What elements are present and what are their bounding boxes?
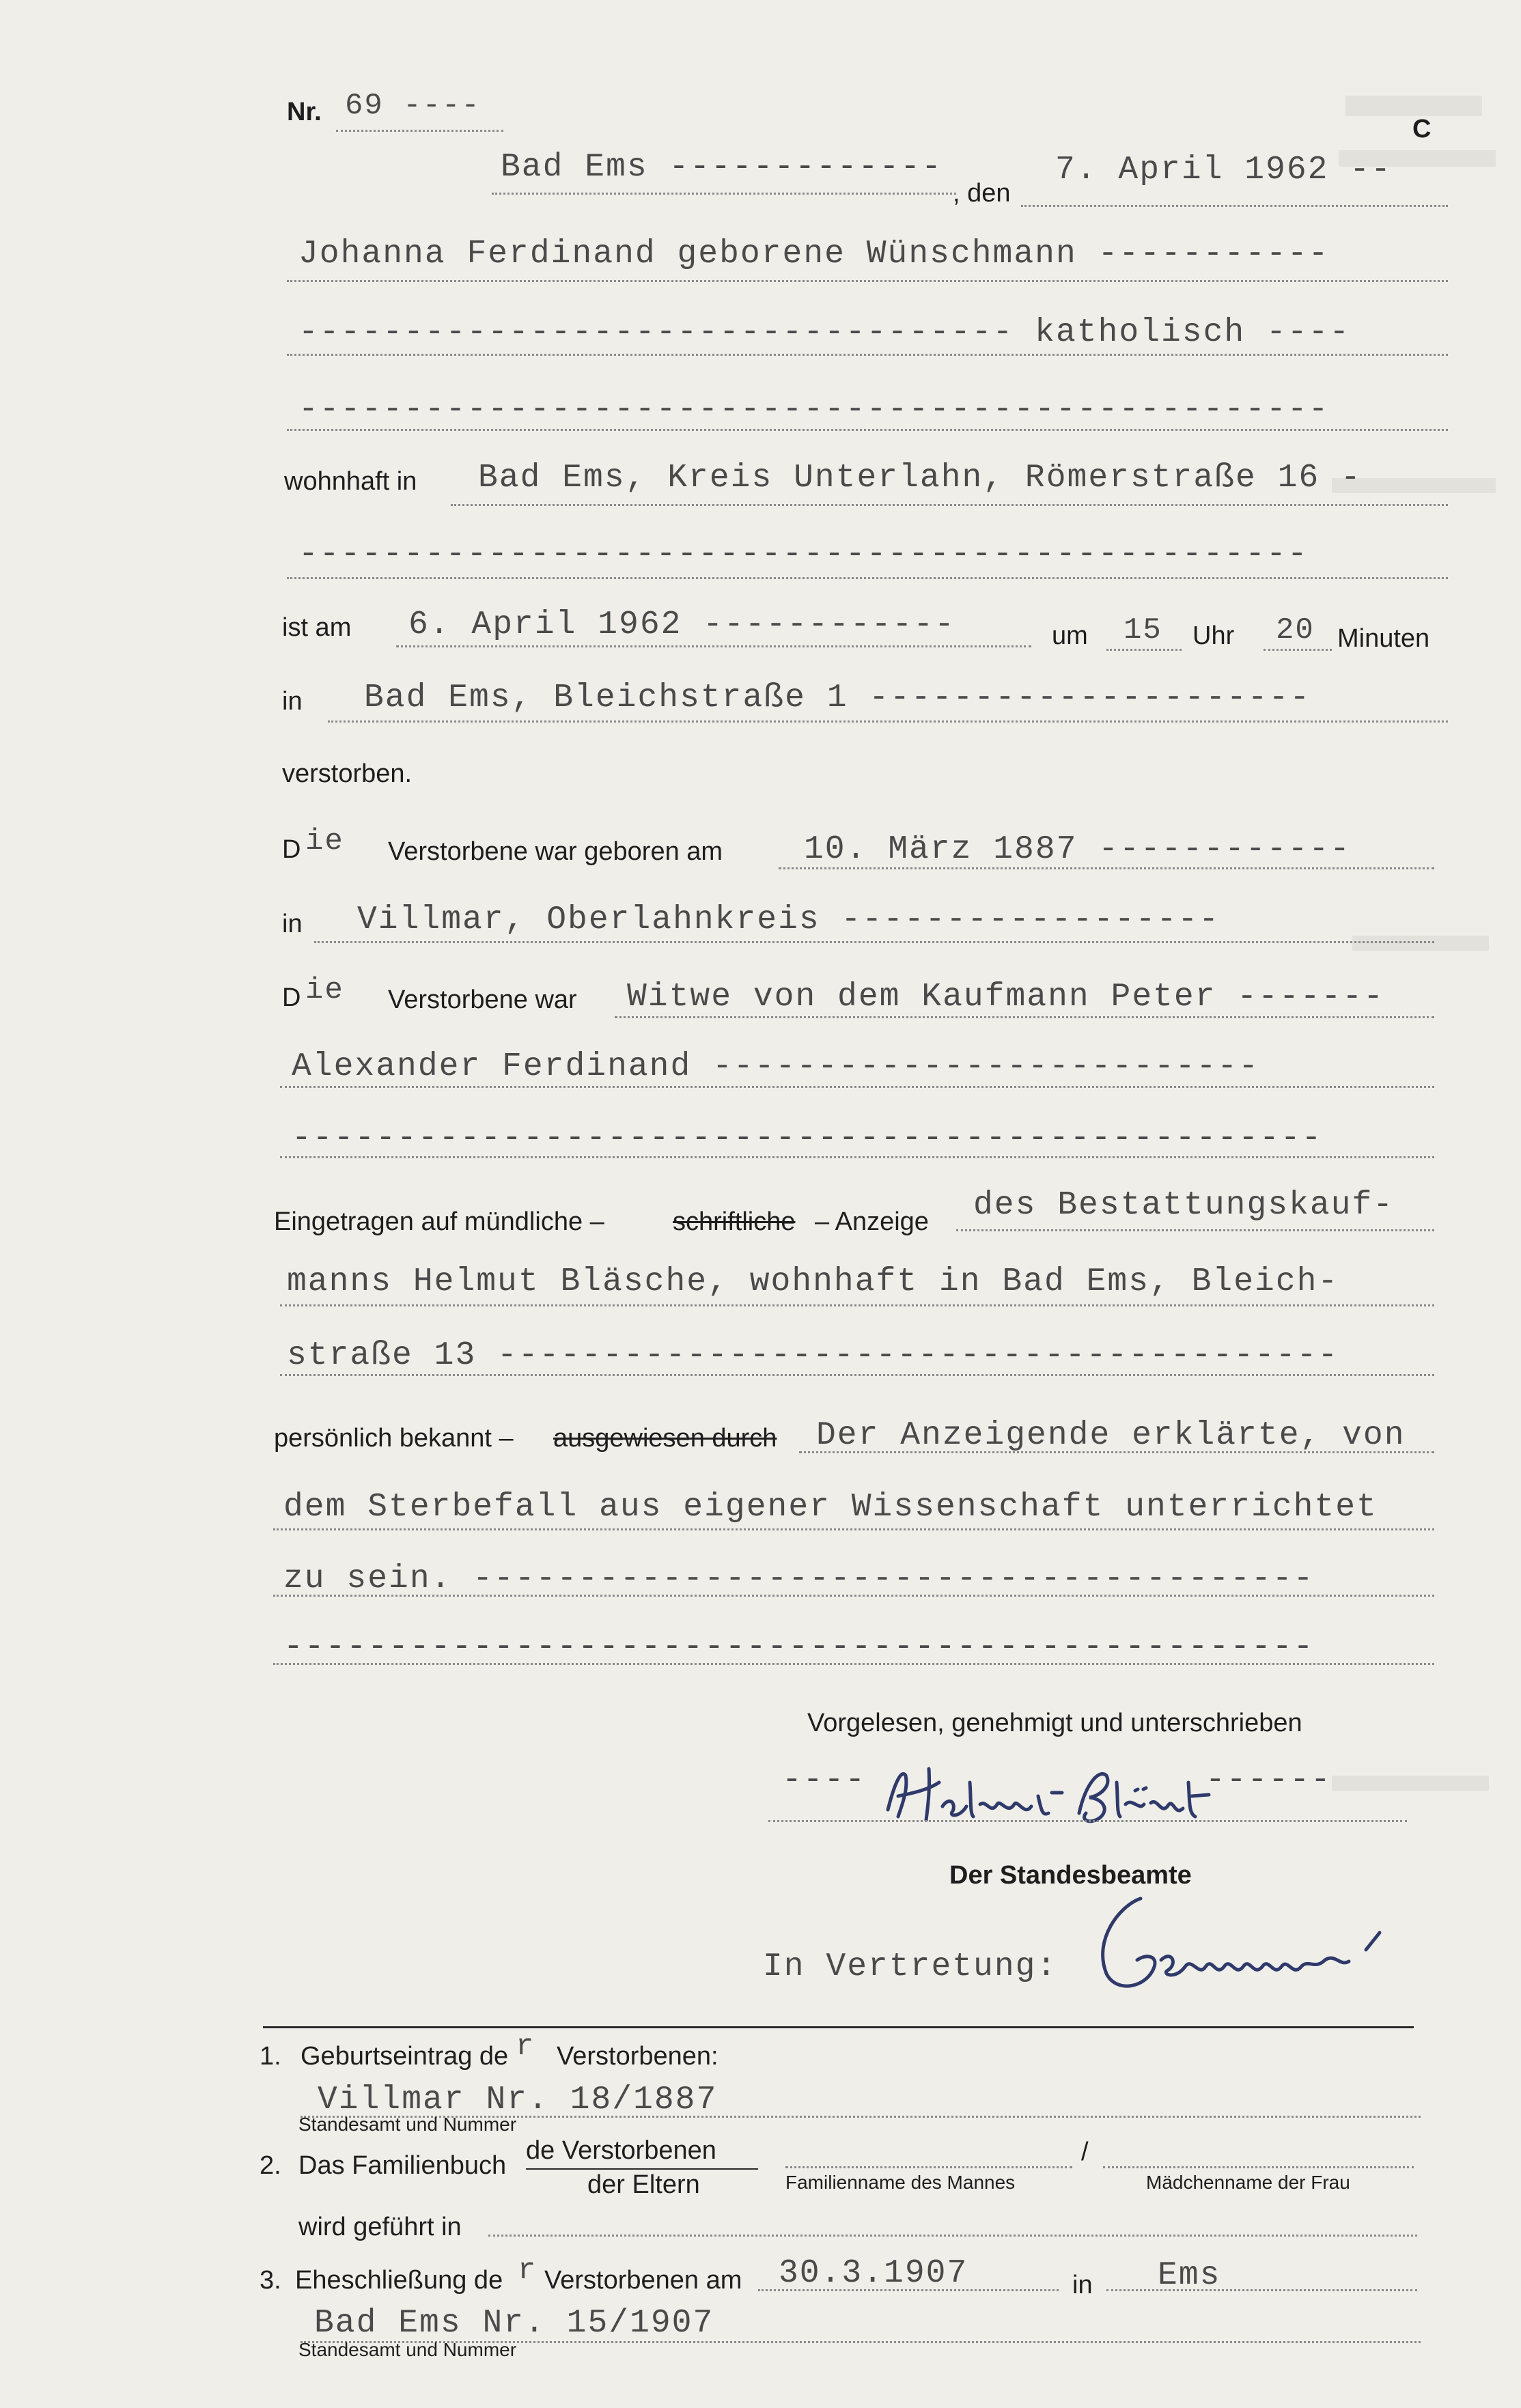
registrar-signature (1079, 1885, 1434, 2001)
note-3-number: 3. (260, 2266, 281, 2295)
birth-label: Verstorbene war geboren am (388, 837, 723, 866)
informant-address: straße 13 ---------------------------------------- (287, 1337, 1339, 1374)
residence-label: wohnhaft in (284, 467, 417, 496)
entry-number: 69 ---- (345, 89, 481, 123)
residence-value: Bad Ems, Kreis Unterlahn, Römerstraße 16 - (478, 460, 1362, 496)
um-label: um (1052, 621, 1088, 650)
note-2-option-top: de Verstorbenen (526, 2136, 716, 2165)
death-hour-line (1106, 649, 1182, 651)
registration-value: des Bestattungskauf- (973, 1187, 1395, 1224)
identification-fill: ------------------------------------------------- (283, 1629, 1315, 1666)
note-3-label-prefix: Eheschließung de (295, 2266, 503, 2295)
note-1-caption: Standesamt und Nummer (298, 2114, 517, 2135)
birth-d-label: D (282, 835, 301, 864)
birth-date-line (779, 867, 1434, 869)
residence-line-1 (451, 504, 1448, 506)
informant-signature-line (768, 1820, 1407, 1822)
note-2-slash: / (1081, 2138, 1089, 2166)
death-hour: 15 (1124, 613, 1162, 647)
status-continuation: Alexander Ferdinand -------------------------- (292, 1048, 1260, 1085)
den-label: , den (953, 179, 1011, 208)
note-3-article: r (518, 2254, 538, 2288)
death-place-line (328, 720, 1448, 723)
entry-number-line (336, 130, 503, 132)
name-line-3 (287, 429, 1448, 431)
marriage-place-line (1106, 2289, 1417, 2291)
note-2-number: 2. (260, 2151, 281, 2180)
marriage-date-line (758, 2289, 1059, 2291)
registration-line-1 (956, 1229, 1434, 1231)
birth-entry-reference: Villmar Nr. 18/1887 (318, 2082, 718, 2118)
status-line-3 (280, 1156, 1434, 1158)
identification-statement: Der Anzeigende erklärte, von (816, 1417, 1406, 1454)
registry-date: 7. April 1962 -- (1055, 152, 1392, 188)
identification-line-2 (273, 1528, 1434, 1530)
name-line-2 (287, 354, 1448, 356)
note-1-label-suffix: Verstorbenen: (557, 2042, 718, 2071)
status-line-1 (615, 1016, 1434, 1018)
identification-label-prefix: persönlich bekannt – (274, 1424, 514, 1453)
registration-label-suffix: – Anzeige (815, 1207, 929, 1236)
verstorben-label: verstorben. (282, 759, 413, 788)
residence-continuation: ------------------------------------------------ (298, 536, 1309, 573)
note-2-husband-line (785, 2166, 1072, 2168)
birth-date: 10. März 1887 ------------ (804, 831, 1351, 868)
name-line-1 (287, 280, 1448, 282)
nr-label: Nr. (287, 98, 322, 126)
identification-statement-2: dem Sterbefall aus eigener Wissenschaft unterrichtet (283, 1489, 1378, 1526)
marriage-place: Ems (1158, 2257, 1221, 2294)
note-3-label-suffix: Verstorbenen am (544, 2266, 742, 2295)
deceased-name: Johanna Ferdinand geborene Wünschmann ----------- (298, 236, 1330, 272)
status-fill: ------------------------------------------------- (292, 1120, 1323, 1157)
deputy-label: In Vertretung: (763, 1948, 1058, 1985)
bleed-through-shadow (1332, 96, 1509, 2144)
status-value: Witwe von dem Kaufmann Peter ------- (627, 979, 1384, 1016)
status-line-2 (280, 1086, 1434, 1088)
notes-separator (263, 2026, 1414, 2028)
note-1-article: r (516, 2030, 535, 2064)
registration-label-prefix: Eingetragen auf mündliche – (274, 1207, 604, 1236)
birth-article: ie (305, 824, 344, 858)
death-date: 6. April 1962 ------------ (408, 606, 955, 643)
status-article: ie (305, 973, 344, 1007)
note-2-kept-label: wird geführt in (298, 2213, 462, 2241)
registrar-title: Der Standesbeamte (949, 1861, 1192, 1890)
death-minutes: 20 (1276, 613, 1315, 647)
note-2-option-divider (526, 2168, 758, 2170)
identification-statement-3: zu sein. ---------------------------------------- (283, 1560, 1315, 1597)
note-1-label-prefix: Geburtseintrag de (301, 2042, 509, 2071)
informant-description: manns Helmut Bläsche, wohnhaft in Bad Ems, Bleich- (287, 1263, 1339, 1300)
read-approved-label: Vorgelesen, genehmigt und unterschrieben (807, 1709, 1302, 1737)
registry-date-line (1021, 205, 1448, 207)
residence-line-2 (287, 577, 1448, 579)
death-place-label: in (282, 687, 303, 716)
birth-place: Villmar, Oberlahnkreis ------------------ (357, 901, 1220, 938)
note-3-in-label: in (1072, 2271, 1093, 2299)
marriage-date: 30.3.1907 (779, 2255, 968, 2292)
note-2-kept-line (488, 2235, 1417, 2237)
note-2-caption-wife: Mädchenname der Frau (1146, 2172, 1350, 2193)
death-date-label: ist am (282, 613, 352, 642)
registration-line-2 (280, 1304, 1434, 1306)
note-2-label: Das Familienbuch (298, 2151, 507, 2180)
identification-line-1 (799, 1451, 1434, 1453)
identification-label-struck: ausgewiesen durch (553, 1424, 777, 1453)
registration-line-3 (280, 1374, 1434, 1376)
informant-signature (881, 1755, 1236, 1837)
informant-dashes-left: ---- (782, 1762, 867, 1799)
identification-line-3 (273, 1595, 1434, 1597)
registration-label-struck: schriftliche (673, 1207, 796, 1236)
registrar-signature-text (1106, 1967, 1109, 1968)
death-minutes-line (1264, 649, 1332, 651)
note-2-caption-husband: Familienname des Mannes (785, 2172, 1016, 2193)
registry-place: Bad Ems ------------- (501, 149, 943, 186)
informant-dashes-right: ------ (1205, 1762, 1332, 1799)
marriage-entry-reference: Bad Ems Nr. 15/1907 (314, 2305, 714, 2342)
birth-place-label: in (282, 910, 303, 938)
identification-line-4 (273, 1663, 1434, 1665)
status-d-label: D (282, 983, 301, 1012)
status-label: Verstorbene war (388, 985, 577, 1014)
note-2-option-bottom: der Eltern (587, 2170, 700, 2199)
death-date-line (396, 645, 1031, 647)
corner-letter: C (1412, 115, 1432, 143)
note-3-caption: Standesamt und Nummer (298, 2339, 517, 2360)
minuten-label: Minuten (1337, 624, 1430, 653)
note-2-wife-line (1103, 2166, 1414, 2168)
deceased-religion: ---------------------------------- katholisch ---- (298, 314, 1351, 351)
registry-place-line (492, 193, 956, 195)
uhr-label: Uhr (1192, 621, 1235, 650)
name-continuation: ------------------------------------------------- (298, 391, 1330, 428)
death-place: Bad Ems, Bleichstraße 1 --------------------- (364, 680, 1311, 716)
note-1-number: 1. (260, 2042, 281, 2071)
birth-place-line (314, 941, 1434, 943)
